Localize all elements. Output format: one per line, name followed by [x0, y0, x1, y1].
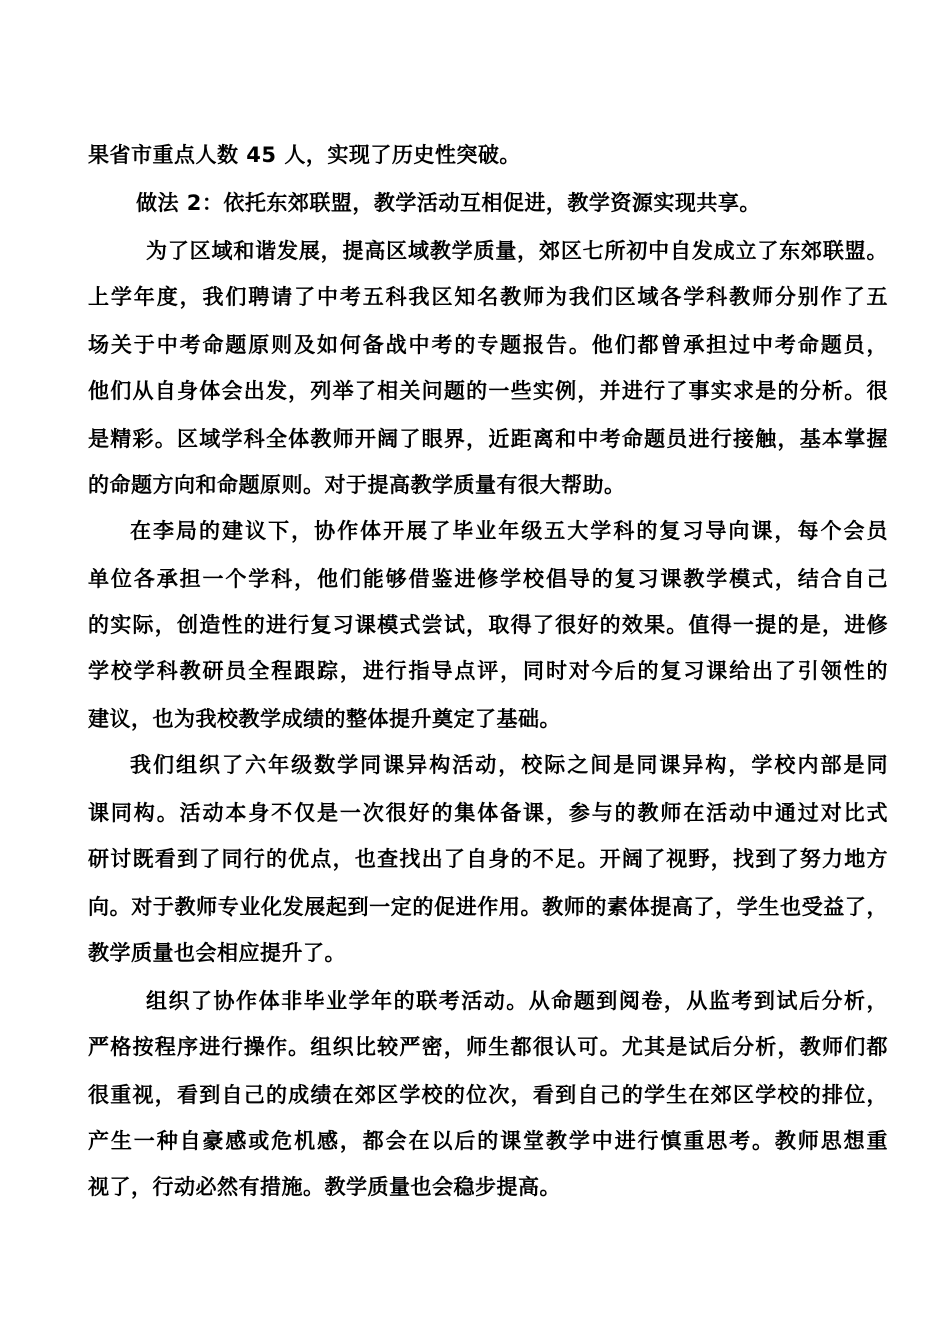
text-line: 课同构。活动本身不仅是一次很好的集体备课，参与的教师在活动中通过对比式 [88, 801, 888, 825]
text-line: 的实际，创造性的进行复习课模式尝试，取得了很好的效果。值得一提的是，进修 [88, 613, 888, 637]
text-line: 上学年度，我们聘请了中考五科我区知名教师为我们区域各学科教师分别作了五 [88, 285, 888, 309]
text-line: 果省市重点人数 45 人，实现了历史性突破。 [88, 143, 521, 167]
text-line: 教学质量也会相应提升了。 [88, 941, 346, 965]
text-line: 在李局的建议下，协作体开展了毕业年级五大学科的复习导向课，每个会员 [130, 519, 888, 543]
text-line: 向。对于教师专业化发展起到一定的促进作用。教师的素体提高了，学生也受益了， [88, 895, 888, 919]
text-line: 视了，行动必然有措施。教学质量也会稳步提高。 [88, 1175, 561, 1199]
text-line: 产生一种自豪感或危机感，都会在以后的课堂教学中进行慎重思考。教师思想重 [88, 1129, 888, 1153]
text-line: 学校学科教研员全程跟踪，进行指导点评，同时对今后的复习课给出了引领性的 [88, 659, 888, 683]
text-line: 单位各承担一个学科，他们能够借鉴进修学校倡导的复习课教学模式，结合自己 [88, 567, 888, 591]
method-heading: 做法 2：依托东郊联盟，教学活动互相促进，教学资源实现共享。 [136, 191, 761, 215]
text-line: 很重视，看到自己的成绩在郊区学校的位次，看到自己的学生在郊区学校的排位， [88, 1083, 888, 1107]
text-line: 场关于中考命题原则及如何备战中考的专题报告。他们都曾承担过中考命题员， [88, 333, 888, 357]
text-line: 他们从自身体会出发，列举了相关问题的一些实例，并进行了事实求是的分析。很 [88, 379, 888, 403]
text-line: 组织了协作体非毕业学年的联考活动。从命题到阅卷，从监考到试后分析， [146, 989, 888, 1013]
text-line: 的命题方向和命题原则。对于提高教学质量有很大帮助。 [88, 473, 626, 497]
text-line: 研讨既看到了同行的优点，也查找出了自身的不足。开阔了视野，找到了努力地方 [88, 847, 888, 871]
text-line: 是精彩。区域学科全体教师开阔了眼界，近距离和中考命题员进行接触，基本掌握 [88, 427, 888, 451]
text-line: 我们组织了六年级数学同课异构活动，校际之间是同课异构，学校内部是同 [130, 753, 888, 777]
text-line: 严格按程序进行操作。组织比较严密，师生都很认可。尤其是试后分析，教师们都 [88, 1035, 888, 1059]
text-line: 为了区域和谐发展，提高区域教学质量，郊区七所初中自发成立了东郊联盟。 [146, 239, 888, 263]
text-line: 建议，也为我校教学成绩的整体提升奠定了基础。 [88, 707, 561, 731]
